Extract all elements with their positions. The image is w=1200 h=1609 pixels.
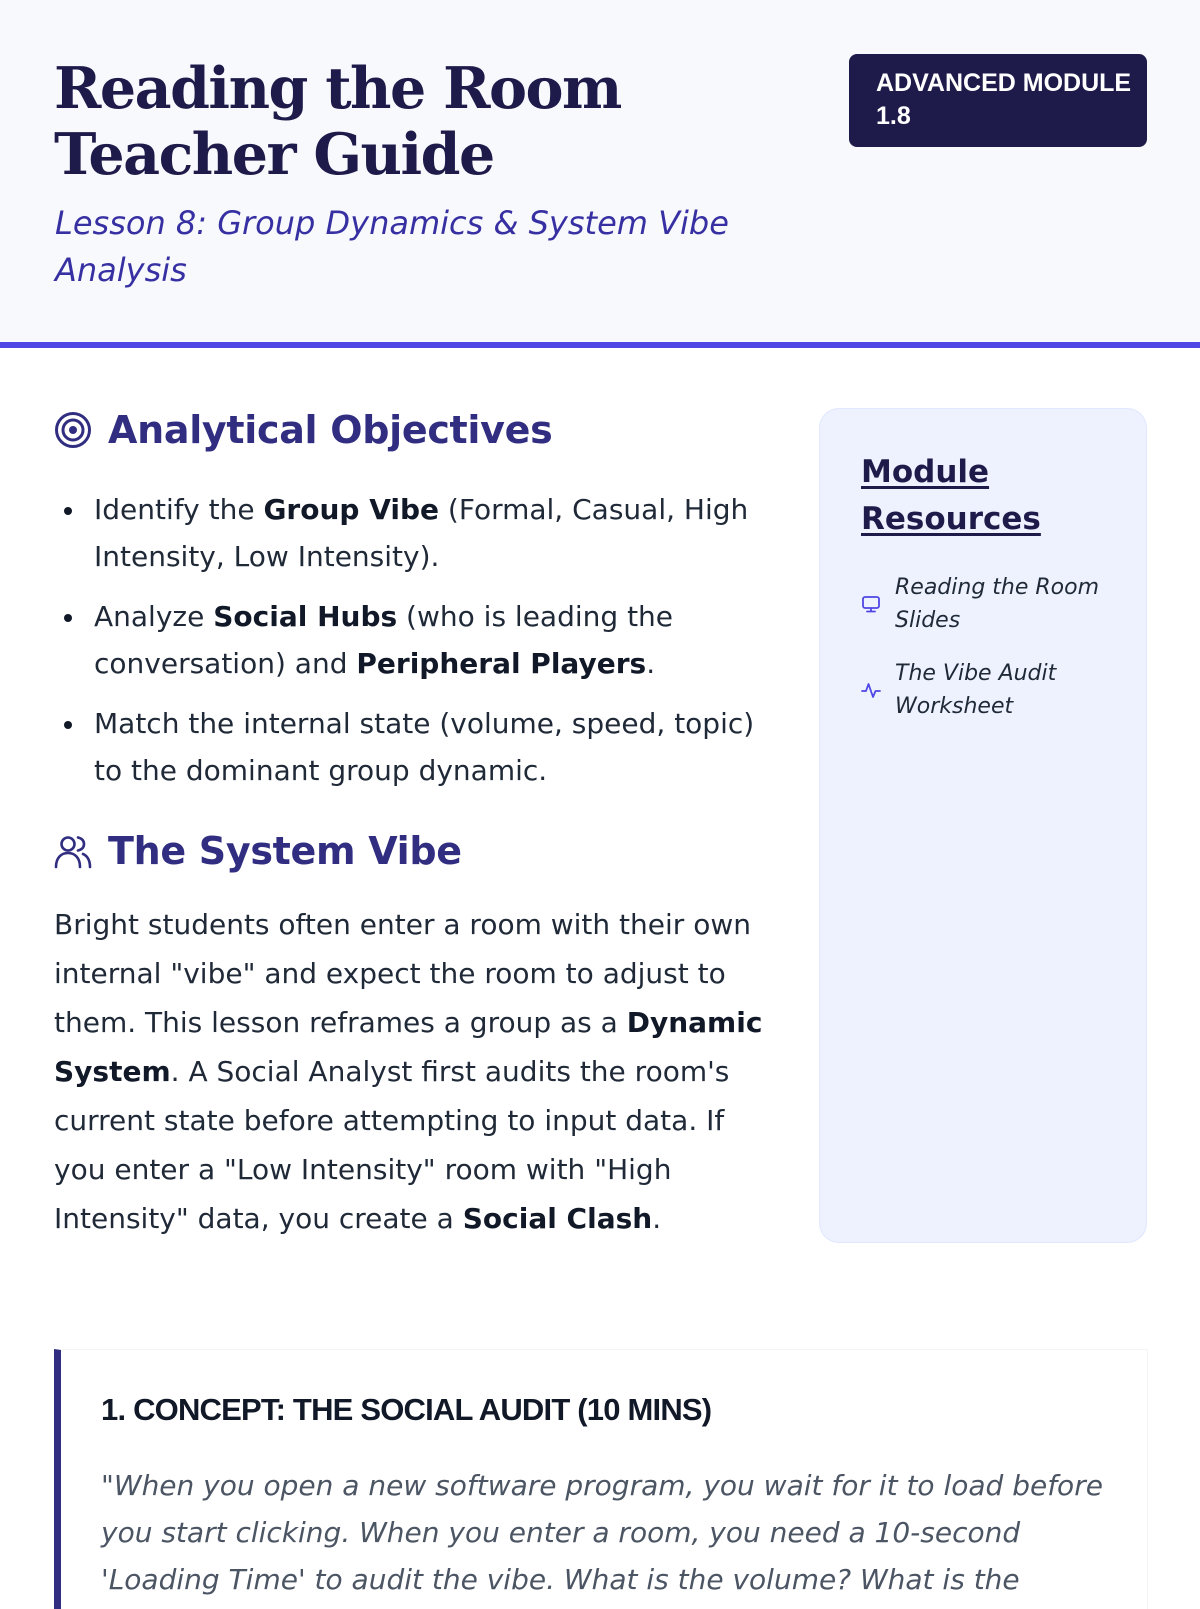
list-item: Analyze Social Hubs (who is leading the conversation) and Peripheral Players. bbox=[54, 593, 774, 687]
resource-link-slides[interactable] bbox=[861, 571, 1121, 637]
system-vibe-heading-label: The System Vibe bbox=[108, 829, 462, 873]
activity-icon bbox=[861, 680, 881, 700]
module-resources-panel bbox=[819, 408, 1147, 1243]
system-vibe-heading bbox=[54, 829, 462, 873]
page-header bbox=[0, 0, 1200, 348]
objectives-heading-label: Analytical Objectives bbox=[108, 408, 553, 452]
resource-link-worksheet[interactable] bbox=[861, 657, 1121, 723]
module-resources-title: Module Resources bbox=[861, 454, 1041, 537]
concept-section bbox=[54, 1349, 1148, 1609]
objectives-heading bbox=[54, 408, 552, 452]
module-badge: ADVANCED MODULE 1.8 bbox=[849, 54, 1147, 147]
resource-link-label: Reading the Room Slides bbox=[895, 575, 1100, 633]
resource-link-label: The Vibe Audit Worksheet bbox=[895, 661, 1057, 719]
concept-quote: "When you open a new software program, you wait for it to load before you start clicking. When you enter a room, you need a 10-second 'Loading Time' to audit the vibe. What is the volume? What is the bbox=[101, 1469, 1103, 1596]
monitor-icon bbox=[861, 594, 881, 614]
target-icon bbox=[54, 411, 92, 449]
page-title: Reading the Room Teacher Guide bbox=[54, 55, 621, 188]
list-item: Match the internal state (volume, speed, topic) to the dominant group dynamic. bbox=[54, 700, 774, 794]
system-vibe-paragraph: Bright students often enter a room with their own internal "vibe" and expect the room to adjust to them. This lesson reframes a group as a Dynamic System. A Social Analyst first audits the room's current state before attempting to input data. If you enter a "Low Intensity" room with "High Intensity" data, you create a Social Clash. bbox=[54, 908, 763, 1235]
users-icon bbox=[54, 832, 92, 870]
objectives-list bbox=[54, 486, 774, 807]
page-subtitle: Lesson 8: Group Dynamics & System Vibe Analysis bbox=[55, 204, 729, 289]
concept-title: 1. CONCEPT: THE SOCIAL AUDIT (10 MINS) bbox=[101, 1392, 712, 1427]
list-item: Identify the Group Vibe (Formal, Casual, High Intensity, Low Intensity). bbox=[54, 486, 774, 580]
